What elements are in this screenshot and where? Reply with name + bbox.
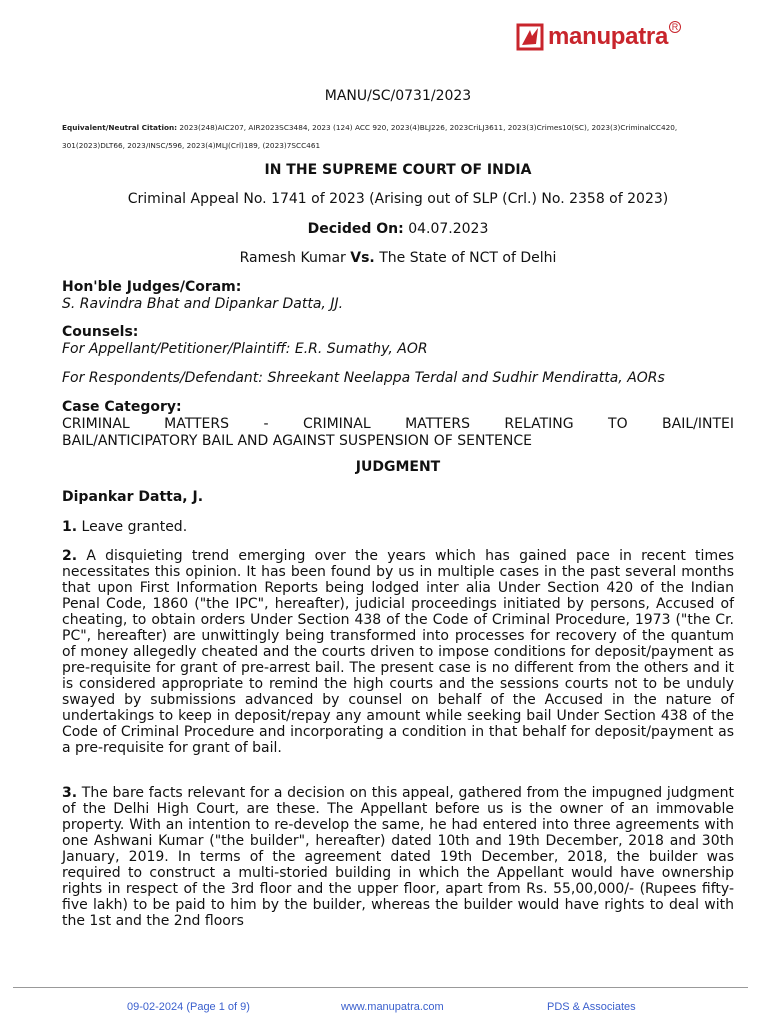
case-category-line-2: BAIL/ANTICIPATORY BAIL AND AGAINST SUSPENSION OF SENTENCE [62,433,532,449]
case-parties [62,250,734,266]
counsel-appellant: For Appellant/Petitioner/Plaintiff: E.R. Sumathy, AOR [62,341,428,357]
logo-text: manupatra [548,23,668,50]
paragraph-3-number: 3. [62,785,78,801]
judgment-heading: JUDGMENT [355,459,441,475]
case-category-line-1: CRIMINAL MATTERS - CRIMINAL MATTERS RELATING TO BAIL/INTEI [62,416,734,432]
paragraph-2-text: A disquieting trend emerging over the years which has gained pace in recent times necessitates this opinion. It has been found by us in multiple cases in the past several months that upon First Information Reports being lodged inter alia Under Section 420 of the Indian Penal Code, 1860 ("the IPC", hereafter), judicial proceedings initiated by persons, Accused of cheating, to obtain orders Under Section 438 of the Code of Criminal Procedure, 1973 ("the Cr. PC", hereafter) are unwittingly being transformed into processes for recovery of the quantum of money allegedly cheated and the courts driven to impose conditions for deposit/payment as pre-requisite for grant of pre-arrest bail. The present case is no different from the others and it is considered appropriate to remind the high courts and the sessions courts not to be unduly swayed by submissions advanced by counsel on behalf of the Accused in the nature of undertakings to keep in deposit/repay any amount while seeking bail Under Section 438 of the Code of Criminal Procedure and incorporating a condition in that behalf for deposit/payment as a pre-requisite for grant of bail. [62,548,734,756]
decided-on [62,221,734,237]
paragraph-3 [62,785,734,929]
paragraph-2 [62,548,734,756]
registered-mark: R [669,21,681,33]
paragraph-1-number: 1. [62,519,78,535]
counsels-label: Counsels: [62,324,139,340]
footer-date-page: 09-02-2024 (Page 1 of 9) [127,1001,250,1013]
citation-label: Equivalent/Neutral Citation: [62,123,178,132]
appeal-number: Criminal Appeal No. 1741 of 2023 (Arising out of SLP (Crl.) No. 2358 of 2023) [127,191,669,207]
party-appellant: Ramesh Kumar [239,250,346,266]
counsels-section [62,324,734,358]
manupatra-logo-icon [516,22,544,52]
paragraph-1-text: Leave granted. [81,519,188,535]
court-name: IN THE SUPREME COURT OF INDIA [264,162,532,178]
paragraph-1 [62,519,734,536]
decided-label: Decided On: [307,221,404,237]
counsel-respondent: For Respondents/Defendant: Shreekant Neelappa Terdal and Sudhir Mendiratta, AORs [62,370,665,386]
judges-names: S. Ravindra Bhat and Dipankar Datta, JJ. [62,296,344,312]
versus-label: Vs. [350,250,375,266]
judges-section [62,279,734,313]
paragraph-2-number: 2. [62,548,78,564]
equivalent-citation [62,119,734,155]
judges-label: Hon'ble Judges/Coram: [62,279,242,295]
judgment-author: Dipankar Datta, J. [62,489,204,505]
paragraph-3-text: The bare facts relevant for a decision on this appeal, gathered from the impugned judgment of the Delhi High Court, are these. The Appellant before us is the owner of an immovable property. With an intention to re-develop the same, he had entered into three agreements with one Ashwani Kumar ("the builder", hereafter) dated 10th and 19th December, 2018 and 30th January, 2019. In terms of the agreement dated 19th December, 2018, the builder was required to construct a multi-storied building in which the Appellant would have ownership rights in respect of the 3rd floor and the upper floor, apart from Rs. 55,00,000/- (Rupees fifty-five lakh) to be paid to him by the builder, whereas the builder would have rights to deal with the 1st and the 2nd floors [62,785,734,929]
footer-divider [13,987,748,988]
citation-text: 2023(248)AIC207, AIR2023SC3484, 2023 (124) ACC 920, 2023(4)BLJ226, 2023CriLJ3611, 2023(3)Crimes10(SC), 2023(3)CriminalCC420, 301(2023)DLT66, 2023/INSC/596, 2023(4)MLJ(Crl)189, (2023)7SCC461 [62,123,678,150]
decided-date: 04.07.2023 [408,221,489,237]
footer-associate: PDS & Associates [547,1001,636,1013]
case-category-label: Case Category: [62,399,182,415]
party-respondent: The State of NCT of Delhi [379,250,557,266]
manu-citation-id: MANU/SC/0731/2023 [324,88,472,104]
manupatra-logo [516,22,681,52]
case-category-section [62,399,734,450]
footer-website-link[interactable]: www.manupatra.com [341,1001,444,1013]
